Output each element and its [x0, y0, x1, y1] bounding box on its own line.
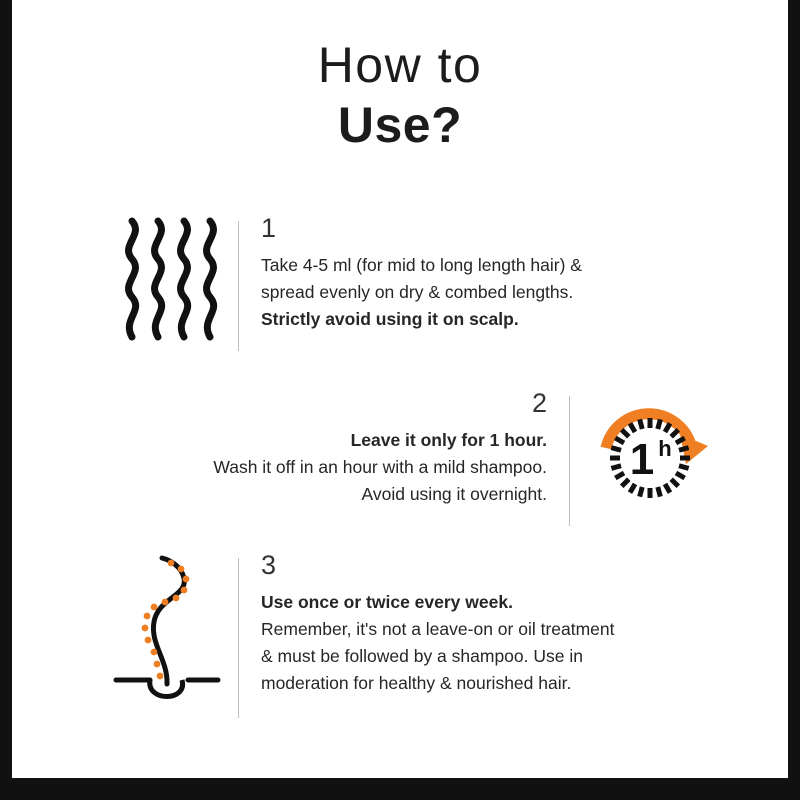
step-line: & must be followed by a shampoo. Use in — [261, 646, 583, 667]
timer-unit-text: h — [658, 436, 672, 461]
page-title — [0, 37, 800, 153]
step-1-text-column — [261, 215, 718, 333]
wavy-hair-strands-icon — [118, 215, 228, 350]
step-number: 3 — [261, 550, 277, 580]
step-1-divider — [238, 221, 239, 351]
one-hour-timer-icon — [586, 390, 718, 523]
step-1-icon-column — [118, 215, 228, 350]
step-line: Take 4-5 ml (for mid to long length hair) & — [261, 255, 582, 275]
step-line-emphasis: Strictly avoid using it on scalp. — [261, 309, 519, 330]
step-line-emphasis: Leave it only for 1 hour. — [350, 430, 547, 450]
step-line-emphasis: Use once or twice every week. — [261, 592, 513, 612]
step-3-icon-column — [110, 552, 228, 707]
timer-value-text: 1 — [629, 435, 655, 484]
step-item — [118, 215, 718, 351]
step-3-divider — [238, 558, 239, 718]
step-2-text-column — [82, 390, 547, 508]
bottom-frame-bar — [0, 778, 800, 800]
step-number: 1 — [261, 213, 277, 243]
step-3-text-column — [261, 552, 730, 698]
step-description — [82, 427, 547, 508]
step-line: Avoid using it overnight. — [361, 484, 547, 505]
step-description — [261, 252, 718, 333]
step-line: Wash it off in an hour with a mild shampoo. — [213, 457, 547, 478]
hair-follicle-icon — [110, 552, 228, 707]
step-line: spread evenly on dry & combed lengths. — [261, 282, 574, 303]
step-item — [110, 552, 730, 718]
step-2-divider — [569, 396, 570, 526]
page-title-line-2: Use? — [337, 97, 463, 153]
step-description — [261, 589, 730, 698]
step-line: Remember, it's not a leave-on or oil treatment — [261, 619, 615, 640]
step-2-icon-column — [586, 390, 718, 523]
page-title-line-1: How to — [317, 37, 483, 93]
step-number: 2 — [531, 388, 547, 418]
step-item — [82, 390, 718, 526]
step-line: moderation for healthy & nourished hair. — [261, 673, 572, 694]
